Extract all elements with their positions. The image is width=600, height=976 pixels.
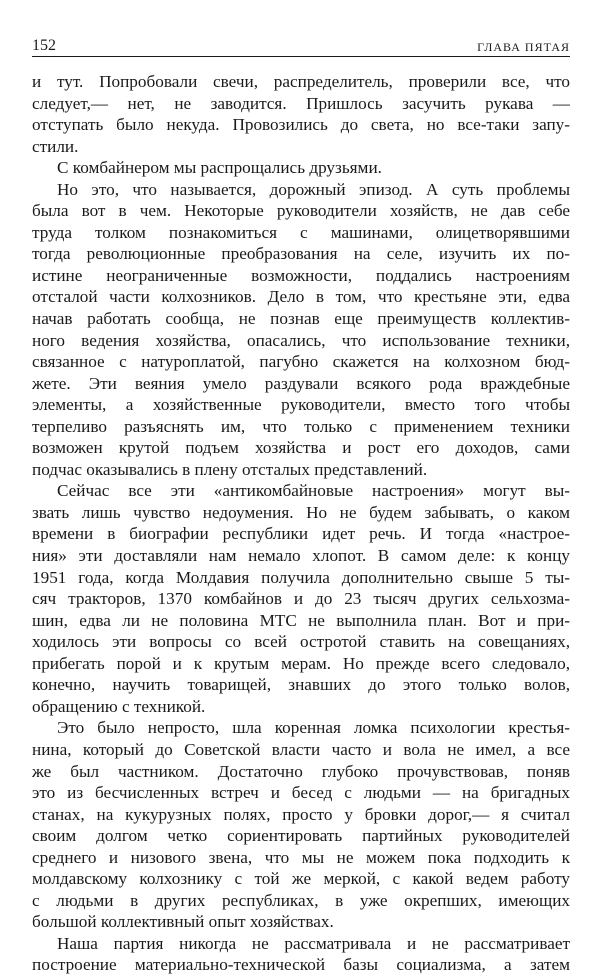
running-head: ГЛАВА ПЯТАЯ bbox=[477, 40, 570, 54]
text-line: Это было непросто, шла коренная ломка психологии крестья- bbox=[57, 718, 570, 738]
text-line: и тут. Попробовали свечи, распределитель, проверили все, что bbox=[32, 72, 570, 91]
text-line: сяч тракторов, 1370 комбайнов и до 23 тысяч других сельхозма- bbox=[32, 589, 570, 609]
text-line: построение материально-технической базы социализма, а затем bbox=[32, 955, 570, 975]
text-line: стили. bbox=[32, 136, 79, 156]
text-line: времени в биографии республики идет речь. И тогда «настрое- bbox=[32, 524, 570, 544]
book-page bbox=[32, 36, 570, 976]
text-line: жете. Эти веяния умело раздували всякого рода враждебные bbox=[32, 373, 570, 393]
text-line: Но это, что называется, дорожный эпизод. А суть проблемы bbox=[57, 179, 570, 199]
page-header bbox=[32, 36, 570, 57]
text-line: обращению с техникой. bbox=[32, 696, 206, 716]
text-line: шин, едва ли не половина МТС не выполнила план. Вот и при- bbox=[32, 610, 570, 630]
text-line: конечно, научить товарищей, знавших до этого только волов, bbox=[32, 675, 570, 695]
text-line: С комбайнером мы распрощались друзьями. bbox=[57, 158, 382, 178]
text-line: прибегать порой и к крутым мерам. Но прежде всего следовало, bbox=[32, 653, 570, 673]
text-line: труда толком познакомиться с машинами, олицетворявшими bbox=[32, 222, 570, 242]
text-line: истине неограниченные возможности, поддались настроениям bbox=[32, 265, 570, 285]
text-line: элементы, а хозяйственные руководители, вместо того чтобы bbox=[32, 395, 570, 415]
text-line: 1951 года, когда Молдавия получила дополнительно свыше 5 ты- bbox=[32, 567, 570, 587]
text-line: ного ведения хозяйства, опасались, что использование техники, bbox=[32, 330, 570, 350]
text-line: с людьми в других республиках, в уже окрепших, имеющих bbox=[32, 890, 570, 910]
text-line: была вот в чем. Некоторые руководители хозяйств, не дав себе bbox=[32, 201, 570, 221]
text-line: станах, на кукурузных полях, просто у бровки дорог,— я считал bbox=[32, 804, 570, 824]
text-line: ходилось эти вопросы со всей остротой ставить на совещаниях, bbox=[32, 632, 570, 652]
text-line: тогда революционные преобразования на селе, изучить их по- bbox=[32, 244, 570, 264]
text-line: связанное с натуроплатой, пагубно скажется на колхозном бюд- bbox=[32, 352, 570, 372]
text-line: следует,— нет, не заводится. Пришлось засучить рукава — bbox=[32, 93, 570, 113]
text-line: отсталой части колхозников. Дело в том, что крестьяне эти, едва bbox=[32, 287, 570, 307]
text-line: нина, который до Советской власти часто и вола не имел, а все bbox=[32, 739, 570, 759]
page-number: 152 bbox=[32, 37, 56, 54]
text-line: возможен крутой подъем хозяйства и рост его доходов, сами bbox=[32, 438, 570, 458]
text-line: Сейчас все эти «антикомбайновые настроения» могут вы- bbox=[57, 481, 570, 501]
text-line: ния» эти доставляли нам немало хлопот. В самом деле: к концу bbox=[32, 546, 570, 566]
text-line: большой коллективный опыт хозяйствах. bbox=[32, 912, 334, 932]
text-line: же был частником. Достаточно глубоко прочувствовав, поняв bbox=[32, 761, 570, 781]
text-line: своим долгом четко сориентировать партийных руководителей bbox=[32, 826, 570, 846]
text-line: начав работать сообща, не познав еще преимуществ коллектив- bbox=[32, 309, 570, 329]
text-line: молдавскому колхознику с той же меркой, с какой ведем работу bbox=[32, 869, 570, 889]
text-line: Наша партия никогда не рассматривала и не рассматривает bbox=[57, 933, 570, 953]
text-line: подчас оказывались в плену отсталых представлений. bbox=[32, 459, 428, 479]
text-line: среднего и низового звена, что мы не можем пока подходить к bbox=[32, 847, 570, 867]
text-line: отступать было некуда. Провозились до света, но все-таки запу- bbox=[32, 115, 570, 135]
text-line: терпеливо разъяснять им, что только с применением техники bbox=[32, 416, 570, 436]
text-line: это из бесчисленных встреч и бесед с людьми — на бригадных bbox=[32, 783, 570, 803]
text-line: звать лишь чувство недоумения. Но не будем забывать, о каком bbox=[32, 502, 570, 522]
body-text bbox=[32, 71, 570, 976]
